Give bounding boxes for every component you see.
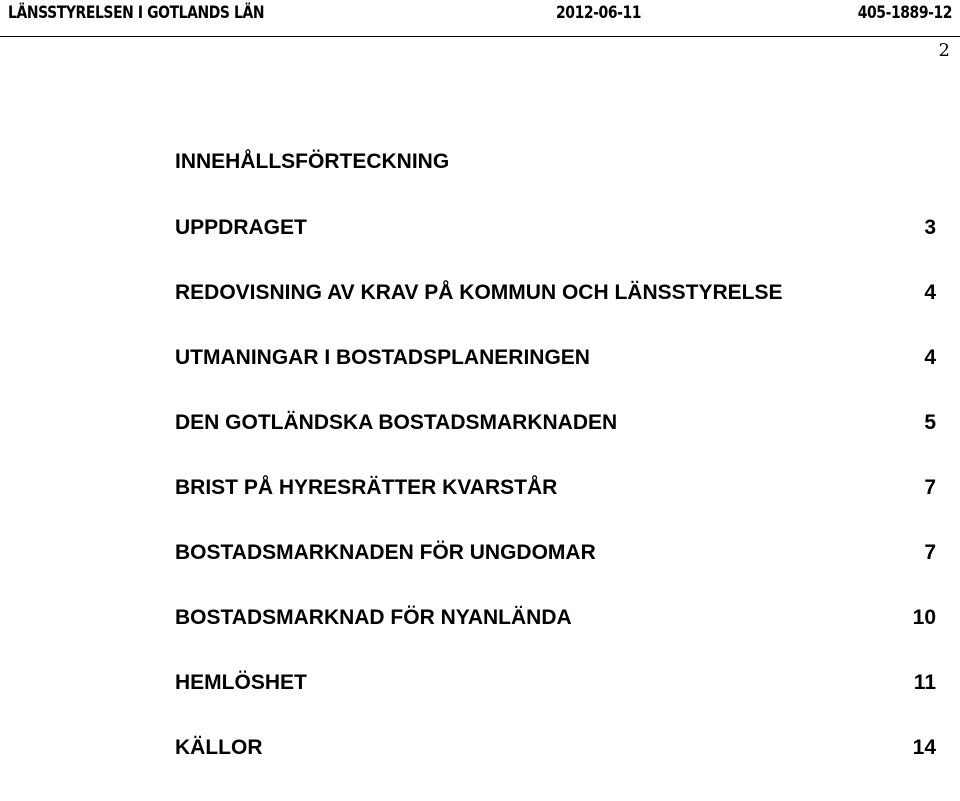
- toc-entry[interactable]: [175, 541, 936, 606]
- toc-entry[interactable]: [175, 346, 936, 411]
- toc-title: INNEHÅLLSFÖRTECKNING: [175, 150, 450, 173]
- header-date: 2012-06-11: [556, 3, 642, 23]
- toc-entry[interactable]: [175, 216, 936, 281]
- toc-entry-label: UTMANINGAR I BOSTADSPLANERINGEN: [175, 346, 590, 369]
- header-reference: 405-1889-12: [857, 3, 952, 23]
- toc-entry-page: 4: [924, 281, 936, 304]
- toc-entry-page: 7: [924, 541, 936, 564]
- page-number: 2: [938, 40, 950, 61]
- toc-entry[interactable]: [175, 671, 936, 736]
- toc-entry-label: HEMLÖSHET: [175, 671, 307, 694]
- toc-entry[interactable]: [175, 281, 936, 346]
- header-divider: [0, 36, 960, 37]
- toc-list: [175, 216, 936, 801]
- toc-entry-label: BOSTADSMARKNAD FÖR NYANLÄNDA: [175, 606, 572, 629]
- toc-entry-page: 11: [913, 671, 936, 694]
- toc-entry[interactable]: [175, 476, 936, 541]
- toc-entry[interactable]: [175, 736, 936, 801]
- toc-entry-label: KÄLLOR: [175, 736, 263, 759]
- toc-entry[interactable]: [175, 411, 936, 476]
- toc-entry-label: BRIST PÅ HYRESRÄTTER KVARSTÅR: [175, 476, 558, 499]
- toc-entry-page: 10: [912, 606, 936, 629]
- toc-entry-page: 7: [924, 476, 936, 499]
- toc-entry-page: 5: [924, 411, 936, 434]
- toc-entry[interactable]: [175, 606, 936, 671]
- toc-entry-page: 4: [924, 346, 936, 369]
- toc-entry-label: UPPDRAGET: [175, 216, 307, 239]
- toc-entry-page: 14: [912, 736, 936, 759]
- toc-entry-label: BOSTADSMARKNADEN FÖR UNGDOMAR: [175, 541, 596, 564]
- toc-entry-label: REDOVISNING AV KRAV PÅ KOMMUN OCH LÄNSSTYRELSE: [175, 281, 783, 304]
- page-header: [8, 0, 952, 30]
- toc-entry-label: DEN GOTLÄNDSKA BOSTADSMARKNADEN: [175, 411, 618, 434]
- toc-entry-page: 3: [924, 216, 936, 239]
- header-organization: LÄNSSTYRELSEN I GOTLANDS LÄN: [8, 3, 265, 23]
